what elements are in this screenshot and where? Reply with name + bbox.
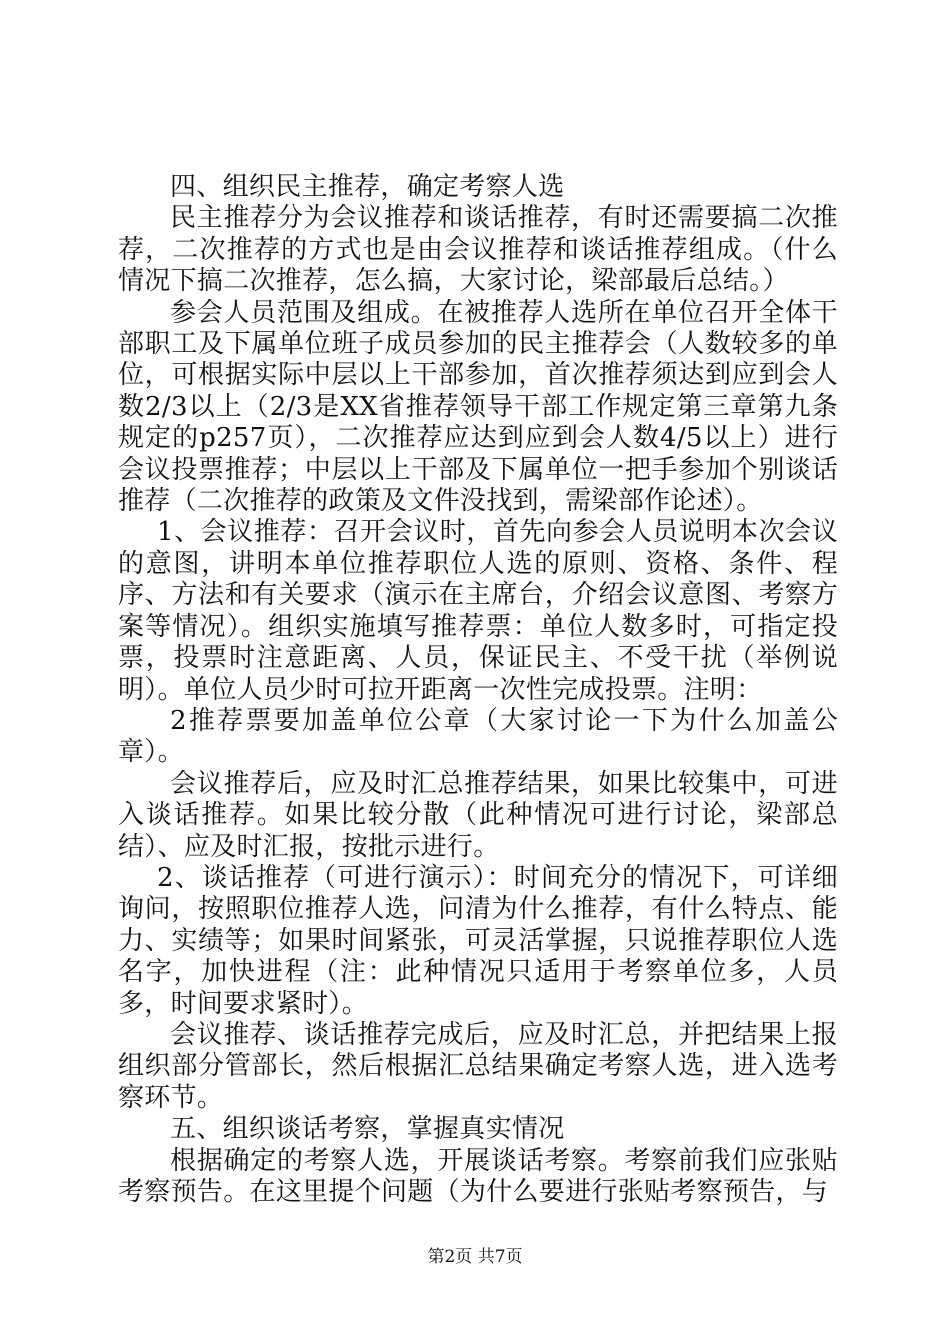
section-heading-5: 五、组织谈话考察，掌握真实情况	[170, 1114, 565, 1145]
paragraph-after-meeting: 会议推荐后，应及时汇总推荐结果，如果比较集中，可进入谈话推荐。如果比较分散（此种情况可进行讨论，梁部总结）、应及时汇报，按批示进行。	[118, 768, 838, 862]
paragraph-talk-recommendation: 2、谈话推荐（可进行演示）：时间充分的情况下，可详细询问，按照职位推荐人选，问清为什么推荐，有什么特点、能力、实绩等；如果时间紧张，可灵活掌握，只说推荐职位人选名字，加快进程（注：此种情况只适用于考察单位多，人员多，时间要求紧时）。	[118, 862, 838, 1019]
paragraph-ballot-seal: 2推荐票要加盖单位公章（大家讨论一下为什么加盖公章）。	[118, 705, 838, 768]
section-heading-4: 四、组织民主推荐，确定考察人选	[170, 172, 565, 202]
paragraph-meeting-recommendation: 1、会议推荐：召开会议时，首先向参会人员说明本次会议的意图，讲明本单位推荐职位人选的原则、资格、条件、程序、方法和有关要求（演示在主席台，介绍会议意图、考察方案等情况）。组织实施填写推荐票：单位人数多时，可指定投票，投票时注意距离、人员，保证民主、不受干扰（举例说明）。单位人员少时可拉开距离一次性完成投票。注明：	[118, 517, 838, 705]
paragraph-democratic-recommendation: 民主推荐分为会议推荐和谈话推荐，有时还需要搞二次推荐，二次推荐的方式也是由会议推荐和谈话推荐组成。（什么情况下搞二次推荐，怎么搞，大家讨论，梁部最后总结。）	[118, 203, 838, 297]
paragraph-talk-inspection: 根据确定的考察人选，开展谈话考察。考察前我们应张贴考察预告。在这里提个问题（为什么要进行张贴考察预告，与	[118, 1145, 838, 1207]
paragraph-summary-report: 会议推荐、谈话推荐完成后，应及时汇总，并把结果上报组织部分管部长，然后根据汇总结果确定考察人选，进入选考察环节。	[118, 1019, 838, 1113]
document-body	[118, 172, 838, 1208]
page-number-footer: 第2页 共7页	[427, 1247, 523, 1267]
paragraph-participants: 参会人员范围及组成。在被推荐人选所在单位召开全体干部职工及下属单位班子成员参加的民主推荐会（人数较多的单位，可根据实际中层以上干部参加，首次推荐须达到应到会人数2/3以上（2/3是XX省推荐领导干部工作规定第三章第九条规定的p257页），二次推荐应达到应到会人数4/5以上）进行会议投票推荐；中层以上干部及下属单位一把手参加个别谈话推荐（二次推荐的政策及文件没找到，需梁部作论述）。	[118, 297, 838, 517]
